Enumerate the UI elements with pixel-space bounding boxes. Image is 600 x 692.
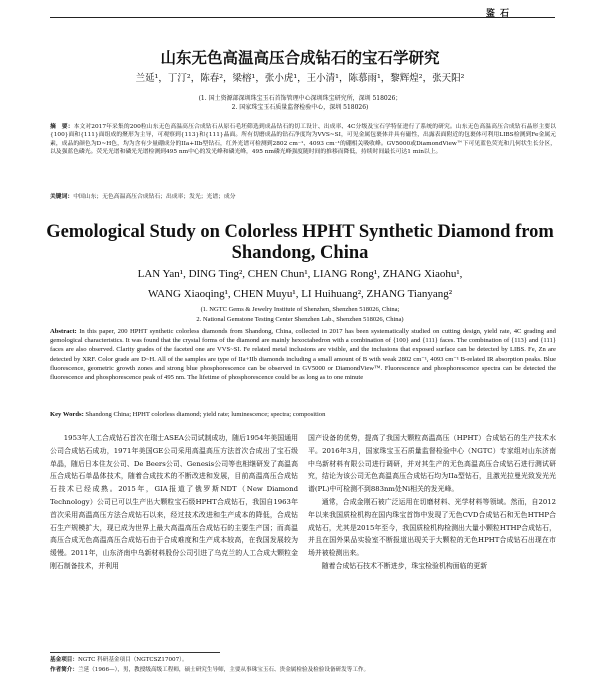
footnote-author-text: 兰延（1966—），男，教授级高级工程师，硕士研究生导师，主要从事珠宝玉石、贵金属检验及检验设备研发等工作。 [77, 667, 370, 673]
footnote-fund [50, 656, 556, 664]
english-keywords-label: Key Words: [50, 411, 84, 418]
body-column-left [50, 432, 298, 573]
body-paragraph: 随着合成钻石技术不断进步，珠宝检验机构面临的更新 [321, 561, 488, 570]
header-rule [50, 17, 555, 18]
english-authors-line-2: WANG Xiaoqing¹, CHEN Muyu¹, LI Huihuang², ZHANG Tianyang² [147, 288, 453, 300]
body-column-right [308, 432, 556, 573]
body-paragraph: 国产设备的优势，提高了我国大颗粒高温高压（HPHT）合成钻石的生产技术水平。2016年3月，国家珠宝玉石质量监督检验中心（NGTC）专家组对山东济南中乌新材料有限公司进行调研，并对其生产的无色高温高压合成钻石进行测试研究，结论为该公司无色高温高压合成钻石均为IIa型钻石，且激光拉曼光致发光光谱(PL)中可检测不到883nm处Ni相关的发光峰。 [308, 434, 556, 494]
chinese-abstract-text: 本文对2017年采集的200粒山东无色高温高压合成钻石从原石毛坯筛选到成品钻石的切工设计、出成率、4C分级及宝石学特征进行了系统的研究。山东无色高温高压合成钻石晶形主要以{100}面和{111}面组成的聚形为主导，可观察到{113}和{111}晶面。所有切磨成品的钻石净度均为VVS~SI，可见金属包裹体并具有磁性，出露表面附近的包裹体可利用LIBS检测到Fe金属元素，成品的颜色为D~H色，均为含有少量硼成分的IIa+IIb型钻石，红外光谱可检测到2802 cm⁻¹、4093 cm⁻¹的硼相关吸收峰。GV5000或DiamondView™下可见蓝色荧光和几何状生长分区，以及强蓝色磷光。荧光光谱和磷光光谱检测到495 nm中心的发光峰和磷光峰，495 nm磷光峰强度随时间的推移而降低，持续时间最长可达1 min以上。 [50, 124, 556, 156]
chinese-affiliations [100, 94, 500, 112]
section-tag: 鉴 石 [485, 9, 511, 19]
english-abstract [50, 327, 556, 382]
english-title: Gemological Study on Colorless HPHT Synthetic Diamond from Shandong, China [46, 222, 554, 263]
footnote-author [50, 666, 556, 674]
english-authors [60, 264, 540, 304]
english-affiliations [90, 305, 510, 325]
footnote-fund-label: 基金项目： [50, 657, 78, 663]
footnote-rule [50, 652, 220, 653]
english-abstract-text: In this paper, 200 HPHT synthetic colorless diamonds from Shandong, China, collected in 2017 has been systematically studied on cutting design, yield rate, 4C grading and gemological characteristics. It was found that the crystal forms of the diamond are mainly hexoctahedron with a combination of {100} and {111} faces. The combination of {113} and {111} faces are also observed. Clarity grades of the faceted one are VVS~SI. Fe related metal inclusions are visible, and the inclusions that exposed surface can be detected by LIBS. Fe, Zn are detected by XRF. Color grade are D~H. All of the samples are type of IIa+IIb diamonds including a small amount of B with weak 2802 cm⁻¹, 4093 cm⁻¹ B-related IR absorption peaks. Blue fluorescence, geometric growth zones and strong blue phosphorescence can be observed in GV5000 or DiamondView™. Fluorescence and phosphorescence spectra can be detected the fluorescence and phosphorescence peak of 495 nm. The lifetime of phosphorescence could be as long as to one minute [50, 328, 556, 382]
chinese-affiliation-2: 2. 国家珠宝玉石质量监督检验中心，深圳 518026) [231, 104, 369, 111]
english-keywords-text: Shandong China; HPHT colorless diamond; yield rate; luminescence; spectra; composition [85, 411, 326, 418]
chinese-abstract [50, 123, 556, 157]
english-affiliation-1: (1. NGTC Gems & Jewelry Institute of Shenzhen, Shenzhen 518026, China; [200, 306, 400, 313]
english-authors-line-1: LAN Yan¹, DING Ting², CHEN Chun¹, LIANG Rong¹, ZHANG Xiaohu¹, [137, 268, 463, 280]
chinese-affiliation-1: (1. 国土资源部深圳珠宝玉石首饰管理中心深圳珠宝研究所，深圳 518026； [198, 95, 402, 102]
footnote-author-label: 作者简介： [50, 667, 78, 673]
chinese-keywords [50, 193, 556, 201]
english-affiliation-2: 2. National Gemstone Testing Center Shenzhen Lab., Shenzhen 518026, China) [196, 316, 404, 323]
chinese-abstract-label: 摘 要： [50, 124, 74, 130]
body-paragraph: 1953年人工合成钻石首次在瑞士ASEA公司试制成功，随后1954年美国通用公司合成钻石成功，1971年美国GE公司采用高温高压方法首次合成出了宝石级单晶，随后日本住友公司、De Beers公司、Genesis公司等也相继研发了高温高压合成钻石单晶体技术，随着合成技术的不断改进和发展，目前高温高压合成钻石技术已经成熟。2015年，GIA报道了俄罗斯NDT（New Diamond Technology）公司已可以生产出大颗粒宝石级HPHT合成钻石，我国自1963年首次采用高温高压方法合成钻石以来，经过技术改进和生产成本的降低，合成钻石生产规模扩大，现已成为世界上最大高温高压合成钻石的主要生产国；而高温高压合成无色高温高压合成钻石由于合成难度和生产成本较高，在我国发展较为缓慢。2011年，山东济南中乌新材料股份公司引进了乌克兰的人工合成大颗粒金刚石制备技术，并利用 [50, 434, 298, 570]
chinese-keywords-text: 中国山东；无色高温高压合成钻石；出成率；发光；光谱；成分 [73, 194, 236, 200]
body-paragraph: 通常，合成金刚石被广泛运用在切磨材料、光学材料等领域。然而，自2012年以来我国质检机构在国内珠宝首饰中发现了无色CVD合成钻石和无色HTHP合成钻石，尤其是2015年至今，我国质检机构检测出大量小颗粒HTHP合成钻石，并且在国外果品实验室不断报道出现关于大颗粒的无色HPHT合成钻石出现在市场并被检测出来。 [308, 497, 556, 558]
english-keywords [50, 410, 556, 419]
chinese-keywords-label: 关键词： [50, 194, 74, 200]
english-abstract-label: Abstract: [50, 328, 77, 335]
footnote-fund-text: NGTC 科研基金项目（NGTCSZ17007）。 [77, 657, 188, 663]
chinese-authors: 兰延¹，丁汀²，陈春²，梁榕¹，张小虎¹，王小清¹，陈慕雨¹，黎辉煌²，张天阳² [135, 73, 465, 84]
chinese-title: 山东无色高温高压合成钻石的宝石学研究 [160, 49, 440, 67]
